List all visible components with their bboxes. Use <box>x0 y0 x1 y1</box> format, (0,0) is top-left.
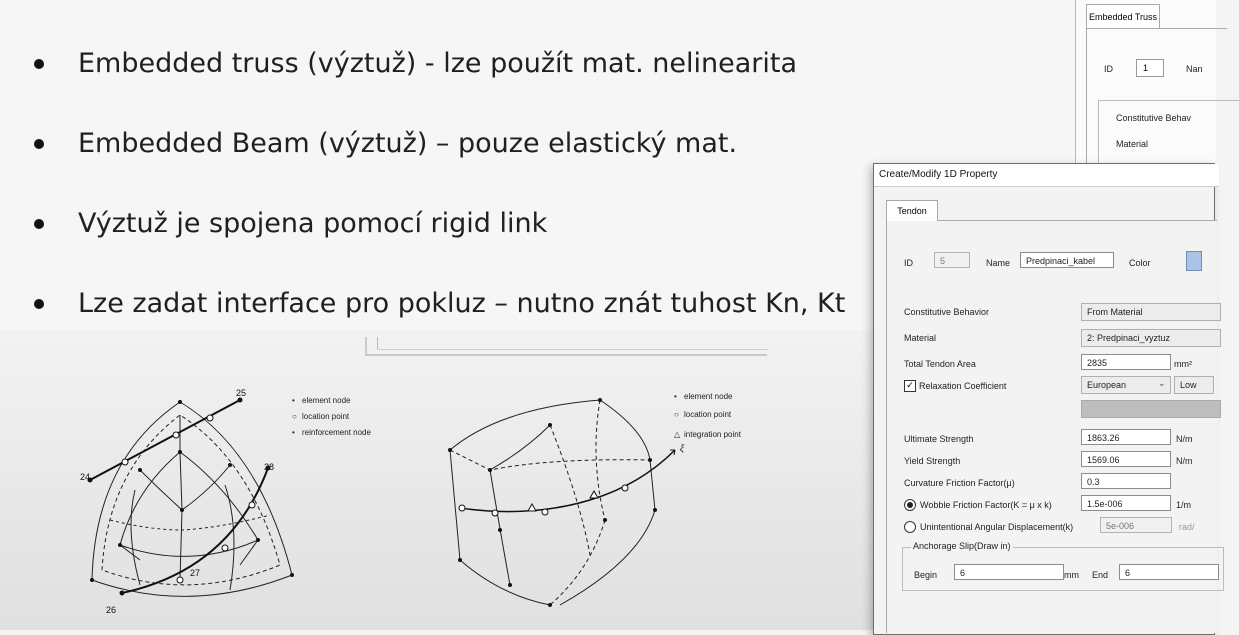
ultimate-strength-field[interactable]: 1863.26 <box>1081 429 1171 445</box>
bullet-dot-icon <box>34 299 44 309</box>
relaxation-params-button[interactable] <box>1081 400 1221 418</box>
create-modify-1d-property-dialog <box>873 163 1215 635</box>
color-button[interactable] <box>1186 251 1202 271</box>
bullet-text: Lze zadat interface pro pokluz – nutno znát tuhost Kn, Kt <box>78 288 846 319</box>
wobble-friction-unit: 1/m <box>1176 500 1192 510</box>
legend-element-node: • element node <box>292 396 351 405</box>
node-label: 28 <box>264 462 275 472</box>
relaxation-select[interactable]: European <box>1081 376 1171 394</box>
bullet-item <box>28 124 845 204</box>
angular-displacement-field[interactable]: 5e-006 <box>1100 517 1172 533</box>
material-label: Material <box>904 333 937 343</box>
node-label: 24 <box>80 472 91 482</box>
chevron-down-icon: ⌄ <box>1158 379 1166 389</box>
reinforcement-bar <box>90 400 240 480</box>
tab-tendon[interactable]: Tendon <box>886 200 938 221</box>
curvature-friction-field[interactable]: 0.3 <box>1081 473 1171 489</box>
yield-strength-unit: N/m <box>1176 456 1193 466</box>
bullet-text: Embedded Beam (výztuž) – pouze elastický mat. <box>78 128 738 159</box>
curvature-friction-label: Curvature Friction Factor(μ) <box>904 478 1015 488</box>
ultimate-strength-unit: N/m <box>1176 434 1193 444</box>
bullet-text: Výztuž je spojena pomocí rigid link <box>78 208 548 239</box>
id-label: ID <box>1104 64 1113 74</box>
angular-displacement-radio[interactable] <box>904 521 916 533</box>
embedded-truss-dialog <box>1075 0 1216 165</box>
wobble-friction-label: Wobble Friction Factor(K = μ x k) <box>920 500 1052 510</box>
element-mid-curve <box>120 452 258 556</box>
embedded-reinforcement-figure <box>80 380 310 620</box>
element-tendon-figure <box>440 380 690 610</box>
bullet-text: Embedded truss (výztuž) - lze použít mat. nelinearita <box>78 48 798 79</box>
area-unit: mm² <box>1174 359 1192 369</box>
xi-axis-label: ξ <box>680 443 685 453</box>
constitutive-label: Constitutive Behav <box>1116 113 1192 123</box>
window-edge-inner <box>377 337 768 350</box>
yield-strength-label: Yield Strength <box>904 456 961 466</box>
ultimate-strength-label: Ultimate Strength <box>904 434 974 444</box>
yield-strength-field[interactable]: 1569.06 <box>1081 451 1171 467</box>
constitutive-group <box>1098 100 1239 171</box>
end-label: End <box>1092 570 1109 580</box>
id-field[interactable]: 5 <box>934 252 970 268</box>
id-field[interactable]: 1 <box>1136 59 1164 77</box>
anchorage-slip-label: Anchorage Slip(Draw in) <box>913 541 1011 551</box>
id-label: ID <box>904 258 913 268</box>
node-label: 26 <box>106 605 117 615</box>
legend-integration-point: △ integration point <box>674 430 741 439</box>
legend-reinforcement-node: • reinforcement node <box>292 428 371 437</box>
relaxation-level-select[interactable]: Low <box>1174 376 1214 394</box>
begin-field[interactable]: 6 <box>954 564 1064 580</box>
name-label: Nan <box>1186 64 1203 74</box>
bullet-item <box>28 44 845 124</box>
window-edge-fragment <box>365 337 767 356</box>
constitutive-label: Constitutive Behavior <box>904 307 990 317</box>
bullet-dot-icon <box>34 219 44 229</box>
wobble-friction-field[interactable]: 1.5e-006 <box>1081 495 1171 511</box>
end-field[interactable]: 6 <box>1119 564 1219 580</box>
legend-element-node: • element node <box>674 392 733 401</box>
tab-embedded-truss[interactable]: Embedded Truss <box>1086 4 1160 29</box>
constitutive-select[interactable]: From Material <box>1081 303 1221 321</box>
bullet-list <box>28 44 845 364</box>
legend-location-point: ○ location point <box>292 412 350 421</box>
begin-label: Begin <box>914 570 938 580</box>
node-label: 27 <box>190 568 201 578</box>
relaxation-checkbox[interactable]: ✓ <box>904 380 916 392</box>
element-edge <box>180 415 182 580</box>
dialog-title: Create/Modify 1D Property <box>874 164 1219 187</box>
name-field[interactable]: Predpinaci_kabel <box>1020 252 1114 268</box>
bullet-item <box>28 204 845 284</box>
wobble-friction-radio[interactable] <box>904 499 916 511</box>
begin-unit: mm <box>1064 570 1079 580</box>
color-label: Color <box>1129 258 1151 268</box>
area-label: Total Tendon Area <box>904 359 976 369</box>
angular-displacement-unit: rad/ <box>1179 522 1195 532</box>
name-label: Name <box>986 258 1011 268</box>
material-label: Material <box>1116 139 1149 149</box>
bullet-dot-icon <box>34 139 44 149</box>
material-select[interactable]: 2: Predpinaci_vyztuz <box>1081 329 1221 347</box>
element-edge <box>140 465 230 510</box>
relaxation-label: Relaxation Coefficient <box>919 381 1007 391</box>
angular-displacement-label: Unintentional Angular Displacement(k) <box>920 522 1074 532</box>
node-label: 25 <box>236 388 247 398</box>
area-field[interactable]: 2835 <box>1081 354 1171 370</box>
bullet-dot-icon <box>34 59 44 69</box>
legend-location-point: ○ location point <box>674 410 732 419</box>
